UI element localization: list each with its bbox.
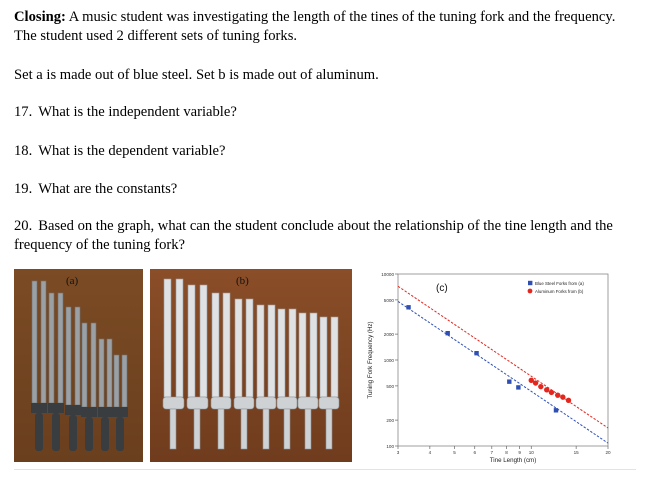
question-19 <box>14 180 634 199</box>
y-axis-label: Tuning Fork Frequency (Hz) <box>367 321 374 399</box>
x-tick-label: 4 <box>428 450 432 455</box>
closing-paragraph <box>14 8 634 46</box>
legend-label: Aluminum Forks from (b) <box>535 288 584 294</box>
frequency-chart <box>358 268 636 464</box>
data-point-steel <box>554 408 558 412</box>
y-tick-label: 2000 <box>383 332 394 338</box>
question-number: 20. <box>14 218 33 234</box>
chart-panel-label: (c) <box>436 283 448 294</box>
data-point-steel <box>406 305 410 309</box>
x-tick-label: 9 <box>518 450 521 455</box>
closing-label: Closing: <box>14 9 66 25</box>
x-tick-label: 6 <box>473 450 477 455</box>
y-tick-label: 10000 <box>381 272 394 277</box>
x-tick-label: 7 <box>490 450 494 455</box>
question-17 <box>14 103 634 122</box>
x-tick-label: 15 <box>573 450 579 455</box>
x-tick-label: 8 <box>505 450 508 455</box>
legend-marker-steel <box>528 281 532 285</box>
legend-label: Blue Steel Forks from (a) <box>535 280 584 286</box>
x-tick-label: 5 <box>453 450 456 455</box>
y-tick-label: 5000 <box>383 297 394 303</box>
data-point-aluminum <box>538 384 543 389</box>
question-20 <box>14 217 634 255</box>
data-point-aluminum <box>560 394 565 399</box>
photo-b-label: (b) <box>236 275 249 287</box>
data-point-aluminum <box>566 398 571 403</box>
question-number: 17. <box>14 104 33 120</box>
question-text: Based on the graph, what can the student conclude about the relationship of the tine length and the frequency of the tuning fork? <box>14 218 613 253</box>
data-point-steel <box>516 385 520 389</box>
data-point-aluminum <box>555 392 560 397</box>
bottom-divider <box>14 469 636 470</box>
data-point-aluminum <box>533 380 538 385</box>
legend-marker-aluminum <box>528 289 533 294</box>
frequency-chart-svg <box>358 268 636 464</box>
steel-forks-photo <box>14 269 143 462</box>
x-tick-label: 20 <box>605 450 611 455</box>
data-point-steel <box>474 351 478 355</box>
aluminum-forks-photo <box>150 269 352 462</box>
data-point-steel <box>445 331 449 335</box>
data-point-aluminum <box>544 387 549 392</box>
x-axis-label: Tine Length (cm) <box>489 457 537 464</box>
photo-a-label: (a) <box>66 275 79 287</box>
closing-text: A music student was investigating the length of the tines of the tuning fork and the frequency. The student used 2 different sets of tuning forks. <box>14 9 616 44</box>
y-tick-label: 1000 <box>383 358 394 363</box>
sets-description: Set a is made out of blue steel. Set b is made out of aluminum. <box>14 67 379 83</box>
question-text: What are the constants? <box>38 181 178 197</box>
y-tick-label: 200 <box>386 418 394 424</box>
x-tick-label: 3 <box>396 450 400 455</box>
question-number: 19. <box>14 181 33 197</box>
y-tick-label: 100 <box>386 444 394 449</box>
question-text: What is the independent variable? <box>38 104 237 120</box>
question-18 <box>14 142 634 161</box>
aluminum-forks-illustration <box>150 269 352 462</box>
data-point-steel <box>507 379 511 383</box>
x-tick-label: 10 <box>528 450 534 455</box>
y-tick-label: 500 <box>386 383 394 389</box>
plot-frame <box>398 274 608 446</box>
question-text: What is the dependent variable? <box>38 143 226 159</box>
question-number: 18. <box>14 143 33 159</box>
steel-forks-illustration <box>14 269 143 462</box>
data-point-aluminum <box>549 390 554 395</box>
